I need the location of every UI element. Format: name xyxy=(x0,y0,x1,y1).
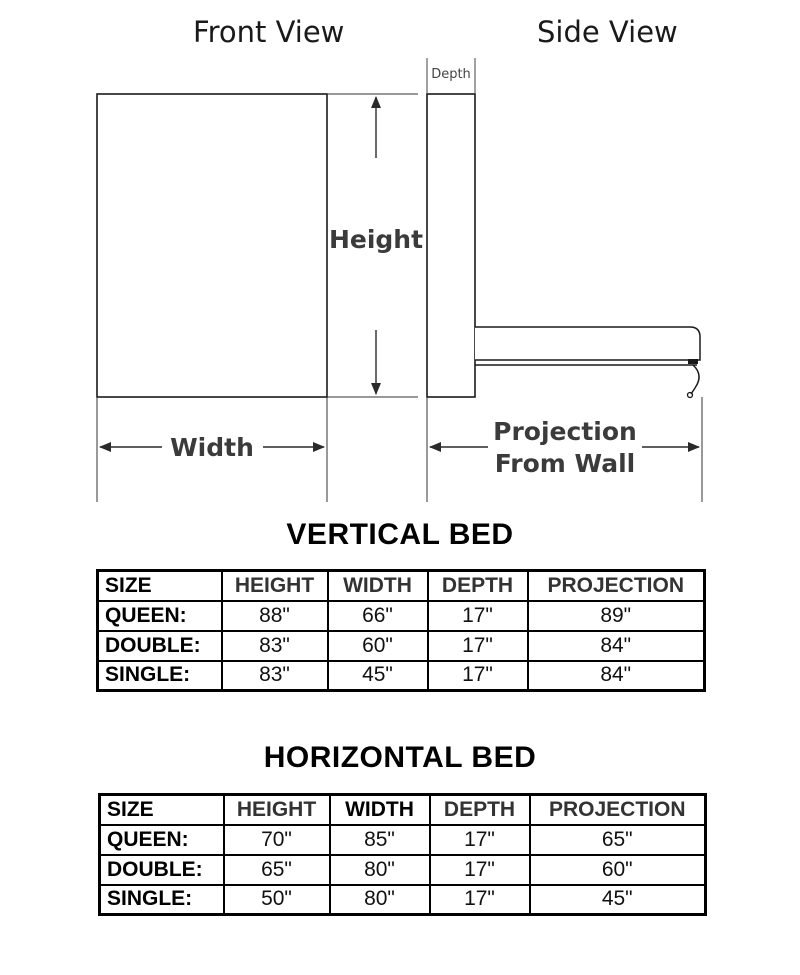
height-cell: 65" xyxy=(224,855,330,885)
projection-cell: 60" xyxy=(530,855,706,885)
table-row xyxy=(98,601,705,631)
size-cell: DOUBLE: xyxy=(100,855,224,885)
projection-label-line1: Projection xyxy=(493,417,637,446)
horizontal-bed-title: HORIZONTAL BED xyxy=(263,741,537,774)
table-row xyxy=(100,885,706,915)
bed-leg-foot xyxy=(688,393,693,398)
width-cell: 80" xyxy=(330,855,430,885)
table-header-row xyxy=(100,795,706,825)
column-header: PROJECTION xyxy=(528,571,705,601)
width-cell: 45" xyxy=(328,661,428,691)
column-header: HEIGHT xyxy=(222,571,328,601)
depth-cell: 17" xyxy=(430,885,530,915)
height-cell: 88" xyxy=(222,601,328,631)
size-cell: DOUBLE: xyxy=(98,631,222,661)
horizontal-bed-table xyxy=(98,793,707,916)
size-cell: QUEEN: xyxy=(100,825,224,855)
table-row xyxy=(98,631,705,661)
projection-cell: 84" xyxy=(528,661,705,691)
size-cell: SINGLE: xyxy=(98,661,222,691)
height-label: Height xyxy=(328,225,424,254)
column-header: WIDTH xyxy=(330,795,430,825)
projection-cell: 89" xyxy=(528,601,705,631)
table-row xyxy=(100,855,706,885)
size-cell: QUEEN: xyxy=(98,601,222,631)
bed-leg-bracket xyxy=(688,359,698,364)
depth-cell: 17" xyxy=(430,825,530,855)
table-row xyxy=(98,661,705,691)
depth-cell: 17" xyxy=(430,855,530,885)
column-header: PROJECTION xyxy=(530,795,706,825)
front-view-cabinet xyxy=(97,94,327,397)
vertical-bed-table xyxy=(96,569,706,692)
depth-cell: 17" xyxy=(428,631,528,661)
width-cell: 66" xyxy=(328,601,428,631)
bed-frame-outline xyxy=(475,327,700,360)
height-cell: 50" xyxy=(224,885,330,915)
column-header: DEPTH xyxy=(430,795,530,825)
table-header-row xyxy=(98,571,705,601)
width-cell: 80" xyxy=(330,885,430,915)
projection-label-line2: From Wall xyxy=(494,449,636,478)
table-row xyxy=(100,825,706,855)
column-header: SIZE xyxy=(98,571,222,601)
vertical-bed-title: VERTICAL BED xyxy=(286,518,514,551)
projection-cell: 65" xyxy=(530,825,706,855)
depth-label: Depth xyxy=(431,67,471,82)
width-label: Width xyxy=(170,433,254,462)
height-cell: 83" xyxy=(222,661,328,691)
column-header: SIZE xyxy=(100,795,224,825)
depth-cell: 17" xyxy=(428,601,528,631)
height-cell: 70" xyxy=(224,825,330,855)
front-view-label: Front View xyxy=(193,15,345,49)
projection-cell: 45" xyxy=(530,885,706,915)
width-cell: 60" xyxy=(328,631,428,661)
projection-cell: 84" xyxy=(528,631,705,661)
side-view-cabinet xyxy=(427,94,475,397)
side-view-label: Side View xyxy=(537,15,678,49)
bed-leg xyxy=(691,365,699,394)
column-header: WIDTH xyxy=(328,571,428,601)
depth-cell: 17" xyxy=(428,661,528,691)
size-cell: SINGLE: xyxy=(100,885,224,915)
height-cell: 83" xyxy=(222,631,328,661)
column-header: DEPTH xyxy=(428,571,528,601)
column-header: HEIGHT xyxy=(224,795,330,825)
width-cell: 85" xyxy=(330,825,430,855)
